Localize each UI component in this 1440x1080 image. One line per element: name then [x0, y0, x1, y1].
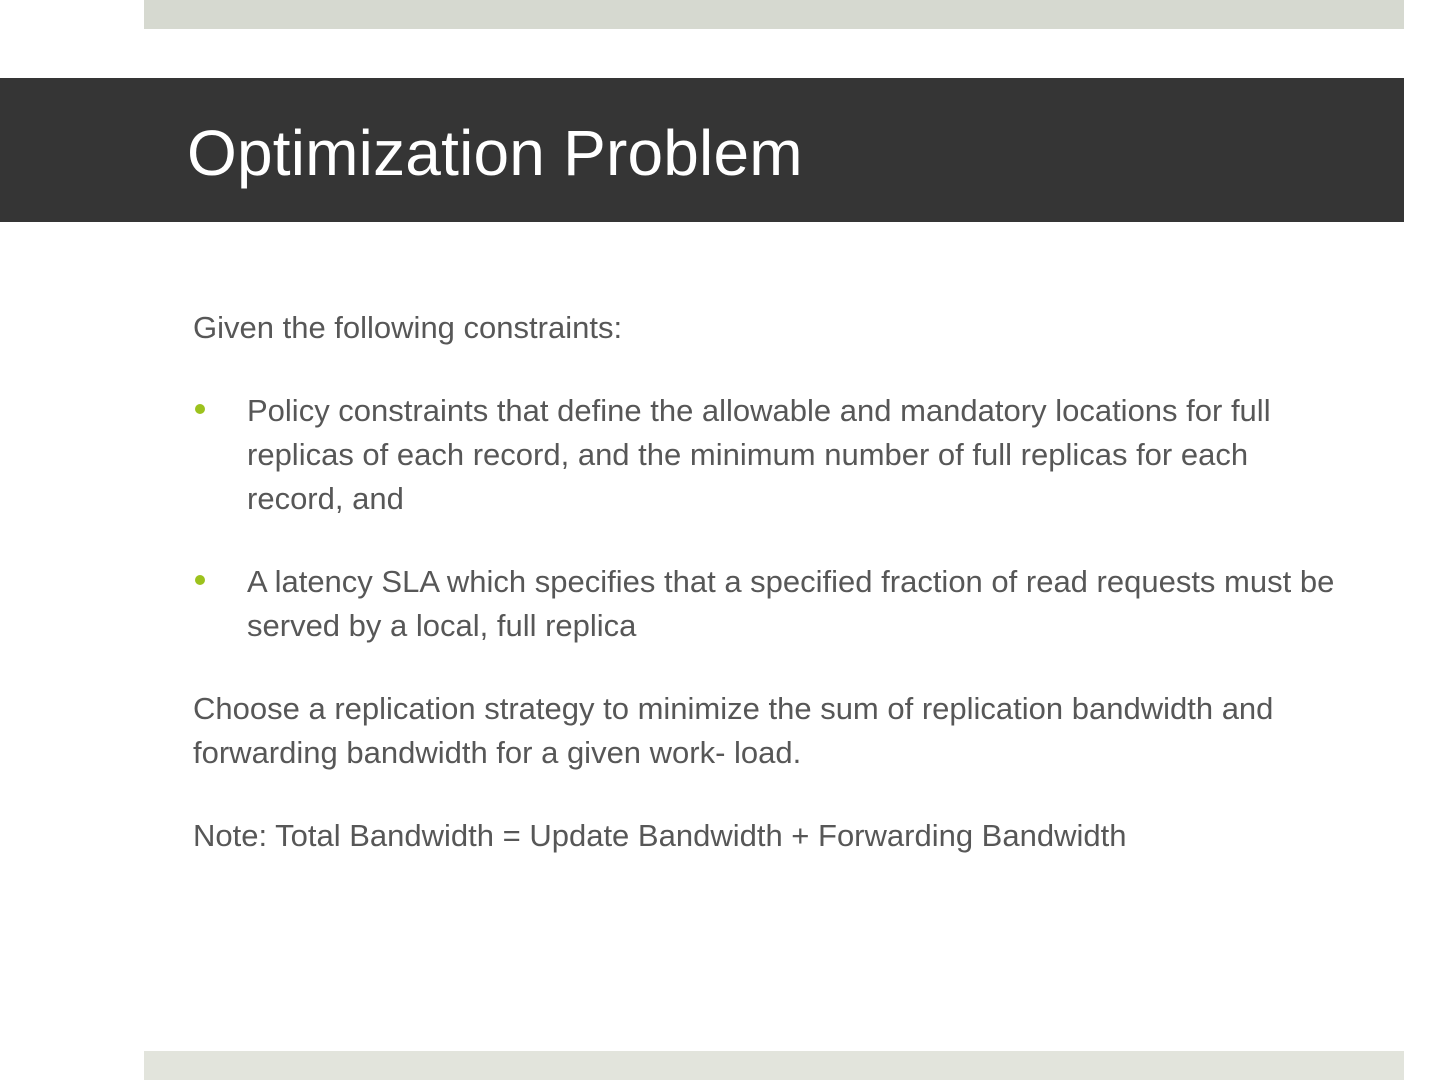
- conclusion-text: Choose a replication strategy to minimize the sum of replication bandwidth and forwarding bandwidth for a given work- load.: [193, 691, 1274, 770]
- list-item: [193, 560, 1343, 648]
- slide-body: [193, 306, 1343, 858]
- list-item-text: A latency SLA which specifies that a specified fraction of read requests must be served by a local, full replica: [247, 564, 1335, 643]
- list-item-text: Policy constraints that define the allowable and mandatory locations for full replicas of each record, and the minimum number of full replicas for each record, and: [247, 393, 1271, 516]
- constraint-list: [193, 389, 1343, 648]
- bullet-dot-icon: [195, 404, 205, 414]
- top-accent-band: [144, 0, 1404, 29]
- intro-text: Given the following constraints:: [193, 310, 623, 345]
- bullet-dot-icon: [195, 575, 205, 585]
- slide-title: Optimization Problem: [187, 117, 803, 189]
- list-item: [193, 389, 1343, 521]
- note-text: Note: Total Bandwidth = Update Bandwidth + Forwarding Bandwidth: [193, 818, 1127, 853]
- bottom-accent-band: [144, 1051, 1404, 1080]
